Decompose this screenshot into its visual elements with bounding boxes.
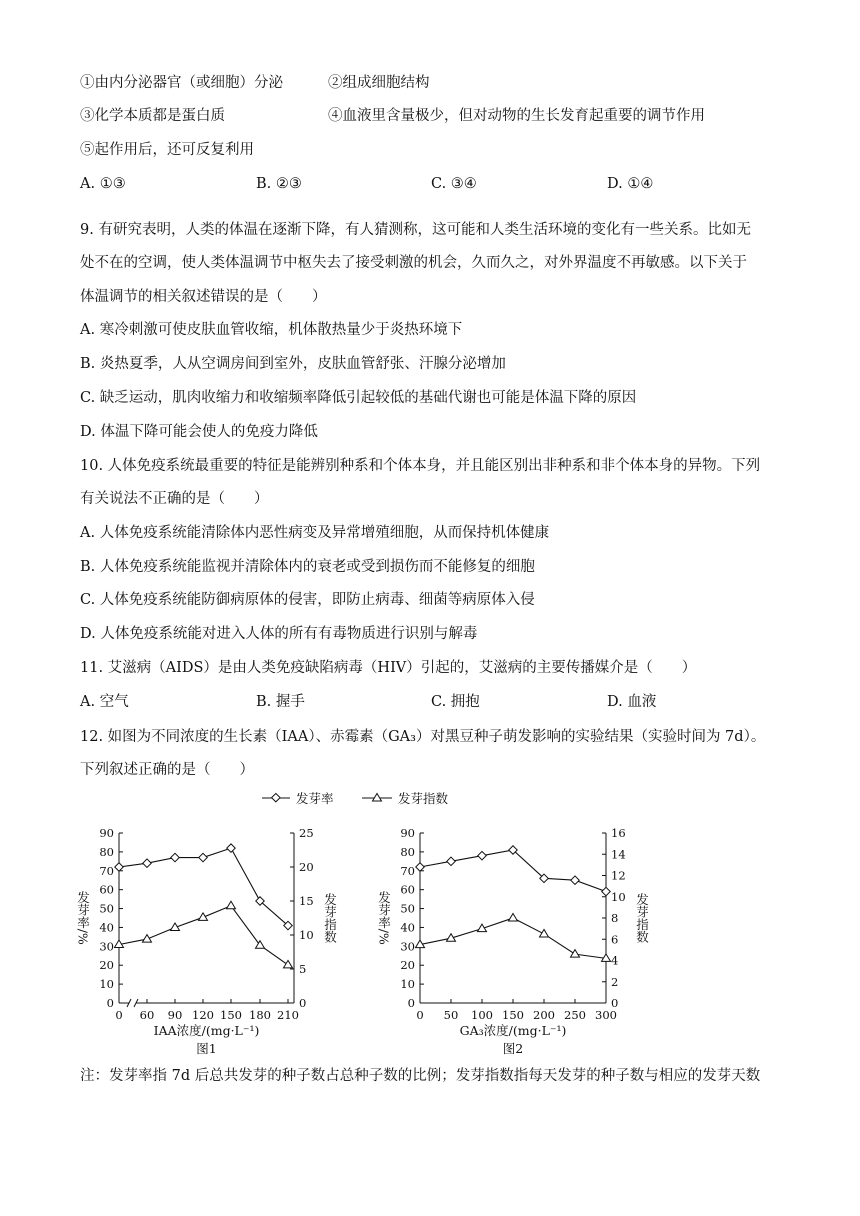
q12-note: 注：发芽率指 7d 后总共发芽的种子数占总种子数的比例；发芽指数指每天发芽的种子数与相应的发芽天数 — [80, 1068, 761, 1084]
q10-stem-line-1: 10. 人体免疫系统最重要的特征是能辨别种系和个体本身，并且能区别出非种系和非个体本身的异物。下列 — [80, 458, 761, 474]
rate-point — [571, 876, 579, 884]
right-y-tick-label: 4 — [611, 953, 619, 968]
q11-option-b: B. 握手 — [256, 694, 305, 710]
right-y-tick-label: 14 — [611, 847, 626, 862]
right-y-tick-label: 10 — [611, 889, 626, 904]
q9-option-d: D. 体温下降可能会使人的免疫力降低 — [80, 424, 318, 440]
q8-option-a: A. ①③ — [80, 176, 126, 192]
x-tick-label: 250 — [564, 1008, 586, 1022]
x-tick-label: 210 — [277, 1008, 299, 1022]
q10-option-d: D. 人体免疫系统能对进入人体的所有有毒物质进行识别与解毒 — [80, 626, 478, 642]
right-y-axis-label: 发芽指数 — [322, 893, 338, 943]
right-y-tick-label: 20 — [299, 860, 314, 874]
x-tick-label: 90 — [167, 1008, 183, 1022]
q10-stem-line-2: 有关说法不正确的是（ ） — [80, 491, 269, 507]
q12-stem-line-1: 12. 如图为不同浓度的生长素（IAA）、赤霉素（GA₃）对黑豆种子萌发影响的实验结果（实验时间为 7d）。 — [80, 729, 766, 745]
left-y-tick-label: 60 — [400, 882, 415, 897]
right-y-tick-label: 2 — [611, 974, 619, 989]
left-y-tick-label: 10 — [99, 977, 114, 992]
rate-point — [416, 863, 424, 871]
q9-stem-line-2: 处不在的空调，使人类体温调节中枢失去了接受刺激的机会，久而久之，对外界温度不再敏感。以下关于 — [80, 255, 747, 271]
left-y-tick-label: 40 — [99, 920, 114, 935]
chart-iaa — [76, 826, 338, 1056]
rate-point — [199, 853, 207, 861]
x-tick-label: 150 — [220, 1008, 242, 1022]
index-point — [571, 950, 580, 958]
left-y-axis-label: 发芽率/% — [75, 891, 91, 945]
q8-statement-2: ②组成细胞结构 — [328, 75, 430, 91]
q8-option-c: C. ③④ — [431, 176, 477, 192]
right-y-tick-label: 16 — [611, 826, 626, 840]
x-tick-label: 120 — [192, 1008, 214, 1022]
right-y-axis-label: 发芽指数 — [634, 893, 650, 943]
right-y-tick-label: 6 — [611, 932, 619, 947]
q11-stem: 11. 艾滋病（AIDS）是由人类免疫缺陷病毒（HIV）引起的，艾滋病的主要传播媒介是（ ） — [80, 660, 697, 676]
left-y-tick-label: 80 — [400, 844, 415, 859]
right-y-tick-label: 8 — [611, 911, 619, 925]
index-point — [227, 901, 236, 909]
x-tick-label: 60 — [139, 1008, 155, 1022]
q9-stem-line-3: 体温调节的相关叙述错误的是（ ） — [80, 289, 327, 305]
right-y-tick-label: 0 — [299, 996, 307, 1010]
figure-charts — [0, 780, 860, 1070]
q8-statement-5: ⑤起作用后，还可反复利用 — [80, 142, 254, 158]
x-tick-label: 100 — [471, 1008, 493, 1022]
right-y-tick-label: 0 — [611, 996, 619, 1010]
q12-stem-line-2: 下列叙述正确的是（ ） — [80, 762, 254, 778]
left-y-tick-label: 50 — [99, 901, 114, 916]
x-tick-label: 200 — [533, 1008, 555, 1022]
rate-point — [115, 863, 123, 871]
left-y-tick-label: 60 — [99, 882, 114, 897]
q9-option-b: B. 炎热夏季，人从空调房间到室外，皮肤血管舒张、汗腺分泌增加 — [80, 356, 506, 372]
q9-option-a: A. 寒冷刺激可使皮肤血管收缩，机体散热量少于炎热环境下 — [80, 322, 463, 338]
x-tick-label: 300 — [595, 1008, 617, 1022]
right-y-tick-label: 10 — [299, 928, 314, 942]
q8-option-b: B. ②③ — [256, 176, 302, 192]
q11-option-c: C. 拥抱 — [431, 694, 480, 710]
chart-ga3 — [377, 826, 650, 1056]
left-y-tick-label: 30 — [400, 939, 415, 954]
rate-point — [447, 857, 455, 865]
left-y-tick-label: 50 — [400, 901, 415, 916]
q10-option-b: B. 人体免疫系统能监视并清除体内的衰老或受到损伤而不能修复的细胞 — [80, 559, 535, 575]
left-y-tick-label: 70 — [99, 863, 114, 878]
left-y-tick-label: 80 — [99, 844, 114, 859]
right-y-tick-label: 12 — [611, 868, 626, 883]
left-y-axis-label: 发芽率/% — [376, 891, 392, 945]
left-y-tick-label: 90 — [400, 826, 415, 840]
rate-point — [143, 859, 151, 867]
left-y-tick-label: 90 — [99, 826, 114, 840]
x-axis-label: IAA浓度/(mg·L⁻¹) — [153, 1023, 260, 1038]
x-tick-label: 180 — [249, 1008, 271, 1022]
q10-option-a: A. 人体免疫系统能清除体内恶性病变及异常增殖细胞，从而保持机体健康 — [80, 525, 550, 541]
figure-caption: 图2 — [502, 1041, 524, 1056]
index-point — [540, 929, 549, 937]
left-y-tick-label: 10 — [400, 977, 415, 992]
q9-option-c: C. 缺乏运动，肌肉收缩力和收缩频率降低引起较低的基础代谢也可能是体温下降的原因 — [80, 390, 637, 406]
q8-statement-1: ①由内分泌器官（或细胞）分泌 — [80, 75, 283, 91]
legend-index-label: 发芽指数 — [398, 791, 449, 806]
left-y-tick-label: 0 — [407, 996, 415, 1010]
rate-point — [171, 853, 179, 861]
legend-rate-label: 发芽率 — [296, 791, 334, 806]
x-axis-label: GA₃浓度/(mg·L⁻¹) — [459, 1023, 567, 1038]
index-point — [284, 960, 293, 968]
left-y-tick-label: 20 — [400, 958, 415, 973]
right-y-tick-label: 5 — [299, 962, 307, 976]
left-y-tick-label: 70 — [400, 863, 415, 878]
rate-point — [478, 851, 486, 859]
index-point — [509, 914, 518, 922]
q8-statement-4: ④血液里含量极少，但对动物的生长发育起重要的调节作用 — [328, 108, 705, 124]
left-y-tick-label: 30 — [99, 939, 114, 954]
q9-stem-line-1: 9. 有研究表明，人类的体温在逐渐下降，有人猜测称，这可能和人类生活环境的变化有一些关系。比如无 — [80, 222, 751, 238]
x-tick-label: 150 — [502, 1008, 524, 1022]
rate-point — [602, 887, 610, 895]
right-y-tick-label: 15 — [299, 894, 314, 908]
legend-diamond-marker — [272, 793, 280, 801]
left-y-tick-label: 20 — [99, 958, 114, 973]
right-y-tick-label: 25 — [299, 826, 314, 840]
q8-statement-3: ③化学本质都是蛋白质 — [80, 108, 225, 124]
left-y-tick-label: 40 — [400, 920, 415, 935]
series-line-rate — [420, 850, 606, 892]
left-y-tick-label: 0 — [106, 996, 114, 1010]
q11-option-d: D. 血液 — [607, 694, 657, 710]
x-tick-label: 0 — [115, 1008, 123, 1022]
x-tick-label: 50 — [443, 1008, 459, 1022]
q11-option-a: A. 空气 — [80, 694, 129, 710]
chart-legend — [262, 791, 449, 806]
x-tick-label: 0 — [416, 1008, 424, 1022]
figure-caption: 图1 — [196, 1041, 217, 1056]
q10-option-c: C. 人体免疫系统能防御病原体的侵害，即防止病毒、细菌等病原体入侵 — [80, 592, 535, 608]
legend-triangle-marker — [373, 794, 382, 802]
q8-option-d: D. ①④ — [607, 176, 654, 192]
rate-point — [227, 844, 235, 852]
